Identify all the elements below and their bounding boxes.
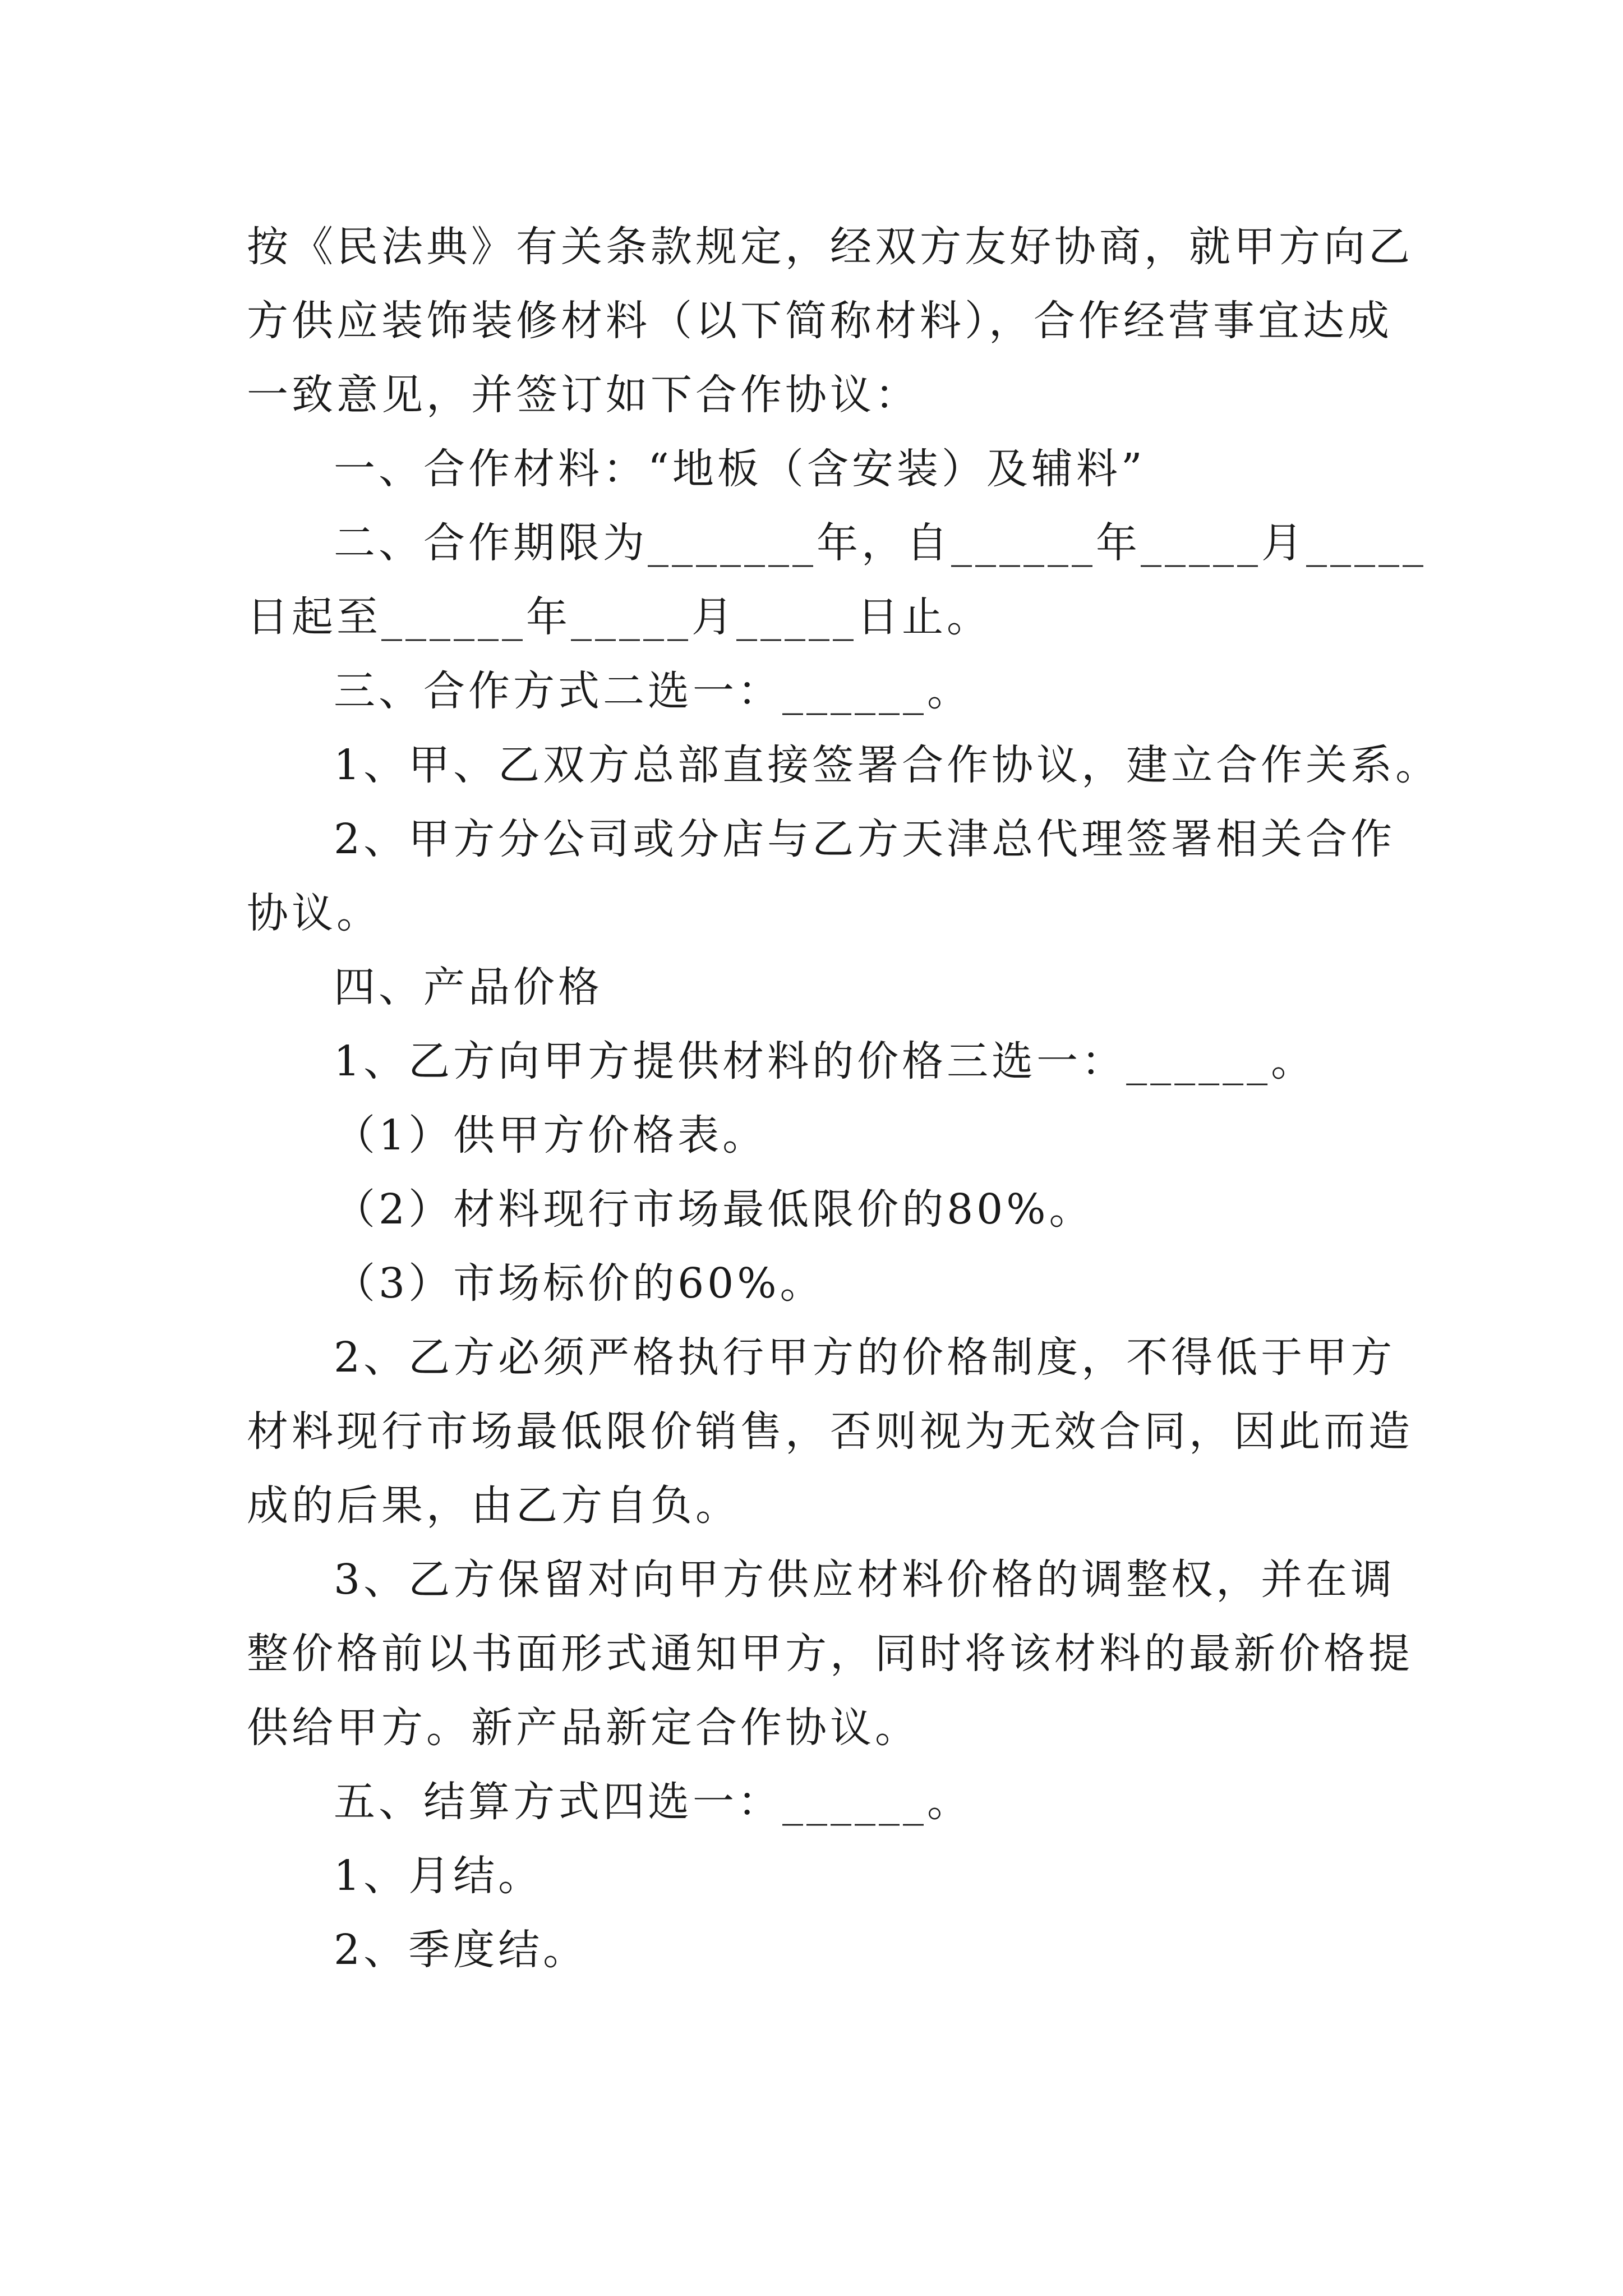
list-item: 2、乙方必须严格执行甲方的价格制度，不得低于甲方	[334, 1333, 1396, 1382]
section-heading: 三、合作方式二选一：______。	[334, 667, 972, 715]
paragraph-line: 一致意见，并签订如下合作协议：	[247, 371, 920, 419]
list-item: 1、月结。	[334, 1852, 543, 1900]
list-item: 1、乙方向甲方提供材料的价格三选一：______。	[334, 1037, 1316, 1085]
list-item: 2、季度结。	[334, 1926, 588, 1974]
section-heading: 一、合作材料：“地板（含安装）及辅料”	[334, 445, 1146, 493]
paragraph-line: 供给甲方。新产品新定合作协议。	[247, 1704, 920, 1752]
section-heading: 二、合作期限为_______年，自______年_____月_____	[334, 519, 1427, 567]
paragraph-line: 协议。	[247, 889, 381, 937]
paragraph-line: 材料现行市场最低限价销售，否则视为无效合同，因此而造	[247, 1407, 1413, 1456]
list-item: （2）材料现行市场最低限价的80%。	[334, 1185, 1094, 1234]
list-item: （3）市场标价的60%。	[334, 1259, 825, 1308]
list-item: （1）供甲方价格表。	[334, 1111, 768, 1159]
list-item: 2、甲方分公司或分店与乙方天津总代理签署相关合作	[334, 815, 1396, 863]
section-heading: 五、结算方式四选一：______。	[334, 1778, 972, 1826]
paragraph-line: 按《民法典》有关条款规定，经双方友好协商，就甲方向乙	[247, 223, 1413, 271]
section-heading: 四、产品价格	[334, 963, 603, 1011]
paragraph-line: 整价格前以书面形式通知甲方，同时将该材料的最新价格提	[247, 1630, 1413, 1678]
paragraph-line: 方供应装饰装修材料（以下简称材料），合作经营事宜达成	[247, 297, 1393, 345]
paragraph-line: 日起至______年_____月_____日止。	[247, 593, 992, 641]
list-item: 3、乙方保留对向甲方供应材料价格的调整权，并在调	[334, 1556, 1396, 1604]
paragraph-line: 成的后果，由乙方自负。	[247, 1481, 740, 1530]
list-item: 1、甲、乙双方总部直接签署合作协议，建立合作关系。	[334, 741, 1441, 789]
